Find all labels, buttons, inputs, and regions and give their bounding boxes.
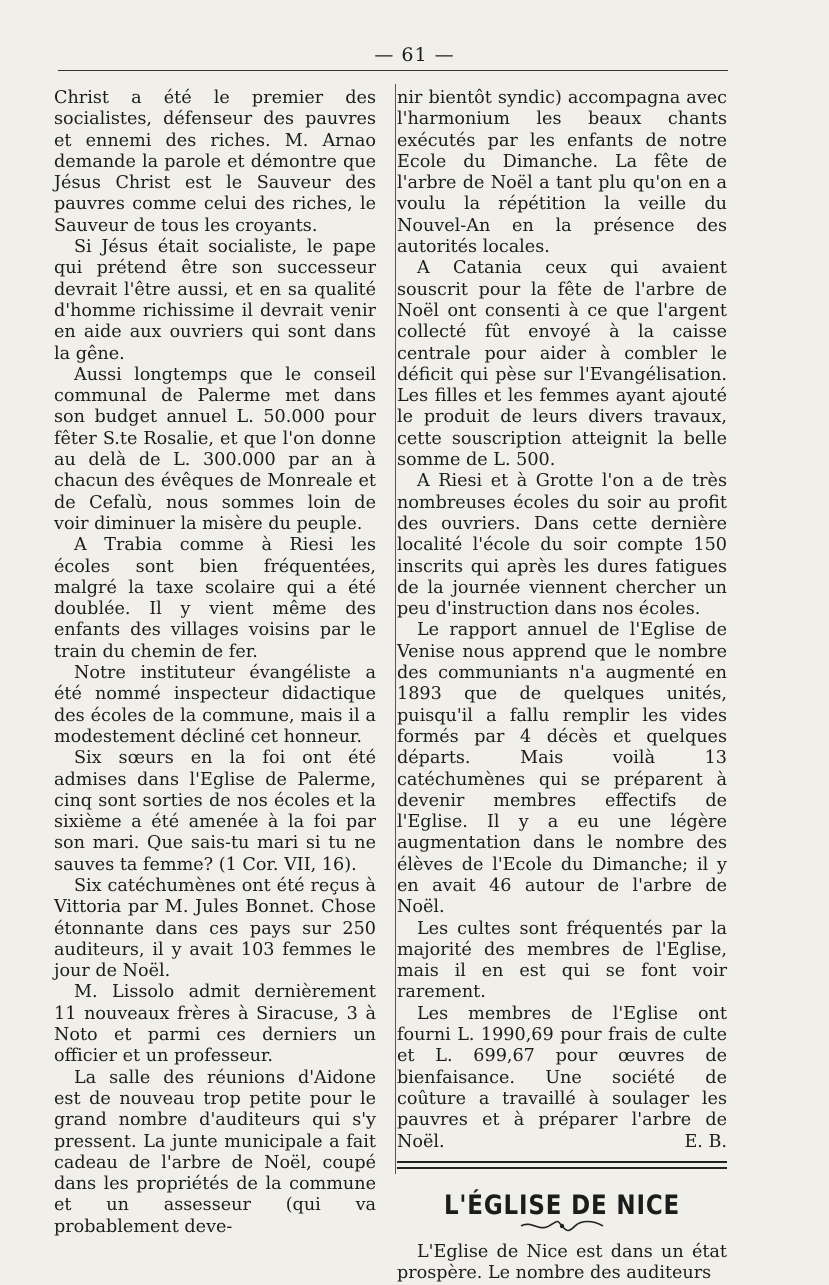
right-column	[397, 88, 727, 1285]
section-title: L'ÉGLISE DE NICE	[443, 1189, 681, 1221]
paragraph: A Riesi et à Grotte l'on a de très nombreuses écoles du soir au profit des ouvriers. Dans cette dernière localité l'école du soir compte 150 inscrits qui après les dures fatigues de la journée viennent chercher un peu d'instruction dans nos écoles.	[397, 471, 727, 620]
paragraph: Aussi longtemps que le conseil communal de Palerme met dans son budget annuel L. 50.000 pour fêter S.te Rosalie, et que l'on donne au delà de L. 300.000 par an à chacun des évêques de Monreale et de Cefalù, nous sommes loin de voir diminuer la misère du peuple.	[54, 364, 376, 534]
column-divider	[395, 84, 396, 1174]
paragraph: A Catania ceux qui avaient souscrit pour la fête de l'arbre de Noël ont consenti à ce que l'argent collecté fût envoyé à la caisse centrale pour aider à combler le déficit qui pèse sur l'Evangélisation. Les filles et les femmes ayant ajouté le produit de leurs divers travaux, cette souscription atteignit la belle somme de L. 500.	[397, 258, 727, 471]
paragraph-text: Les membres de l'Eglise ont fourni L. 1990,69 pour frais de culte et L. 699,67 pour œuvres de bienfaisance. Une société de coûture a travaillé à soulager les pauvres et à préparer l'arbre de Noël.	[397, 1003, 727, 1152]
signature: E. B.	[684, 1131, 727, 1152]
paragraph: L'Eglise de Nice est dans un état prospère. Le nombre des auditeurs	[397, 1242, 727, 1284]
paragraph: Christ a été le premier des socialistes, défenseur des pauvres et ennemi des riches. M. Arnao demande la parole et démontre que Jésus Christ est le Sauveur des pauvres comme celui des riches, le Sauveur de tous les croyants.	[54, 88, 376, 236]
paragraph: Six catéchumènes ont été reçus à Vittoria par M. Jules Bonnet. Chose étonnante dans ces pays sur 250 auditeurs, il y avait 103 femmes le jour de Noël.	[54, 875, 376, 982]
paragraph: M. Lissolo admit dernièrement 11 nouveaux frères à Siracuse, 3 à Noto et parmi ces derniers un officier et un professeur.	[54, 982, 376, 1067]
paragraph: Six sœurs en la foi ont été admises dans l'Eglise de Palerme, cinq sont sorties de nos écoles et la sixième a été amenée à la foi par son mari. Que sais-tu mari si tu ne sauves ta femme? (1 Cor. VII, 16).	[54, 748, 376, 875]
paragraph: Les cultes sont fréquentés par la majorité des membres de l'Eglise, mais il en est qui se font voir rarement.	[397, 918, 727, 1003]
left-column	[54, 88, 376, 1238]
paragraph	[397, 1004, 727, 1153]
paragraph: La salle des réunions d'Aidone est de nouveau trop petite pour le grand nombre d'auditeurs qui s'y pressent. La junte municipale a fait cadeau de l'arbre de Noël, coupé dans les propriétés de la commune et un assesseur (qui va probablement deve-	[54, 1067, 376, 1237]
page-number: — 61 —	[374, 44, 455, 66]
paragraph: Si Jésus était socialiste, le pape qui prétend être son successeur devrait l'être aussi, et en sa qualité d'homme richissime il devrait venir en aide aux ouvriers qui sont dans la gêne.	[54, 237, 376, 364]
paragraph: A Trabia comme à Riesi les écoles sont bien fréquentées, malgré la taxe scolaire qui a été doublée. Il y vient même des enfants des villages voisins par le train du chemin de fer.	[54, 535, 376, 662]
paragraph: nir bientôt syndic) accompagna avec l'harmonium les beaux chants exécutés par les enfants de notre Ecole du Dimanche. La fête de l'arbre de Noël a tant plu qu'on en a voulu la répétition la veille du Nouvel-An en la présence des autorités locales.	[397, 88, 727, 258]
paragraph: Le rapport annuel de l'Eglise de Venise nous apprend que le nombre des communiants n'a augmenté en 1893 que de quelques unités, puisqu'il a fallu remplir les vides formés par 4 décès et quelques départs. Mais voilà 13 catéchumènes qui se préparent à devenir membres effectifs de l'Eglise. Il y a eu une légère augmentation dans le nombre des élèves de l'Ecole du Dimanche; il y en avait 46 autour de l'arbre de Noël.	[397, 620, 727, 918]
paragraph: Notre instituteur évangéliste a été nommé inspecteur didactique des écoles de la commune, mais il a modestement décliné cet honneur.	[54, 663, 376, 747]
section-separator	[397, 1161, 727, 1169]
header-rule	[58, 70, 728, 71]
